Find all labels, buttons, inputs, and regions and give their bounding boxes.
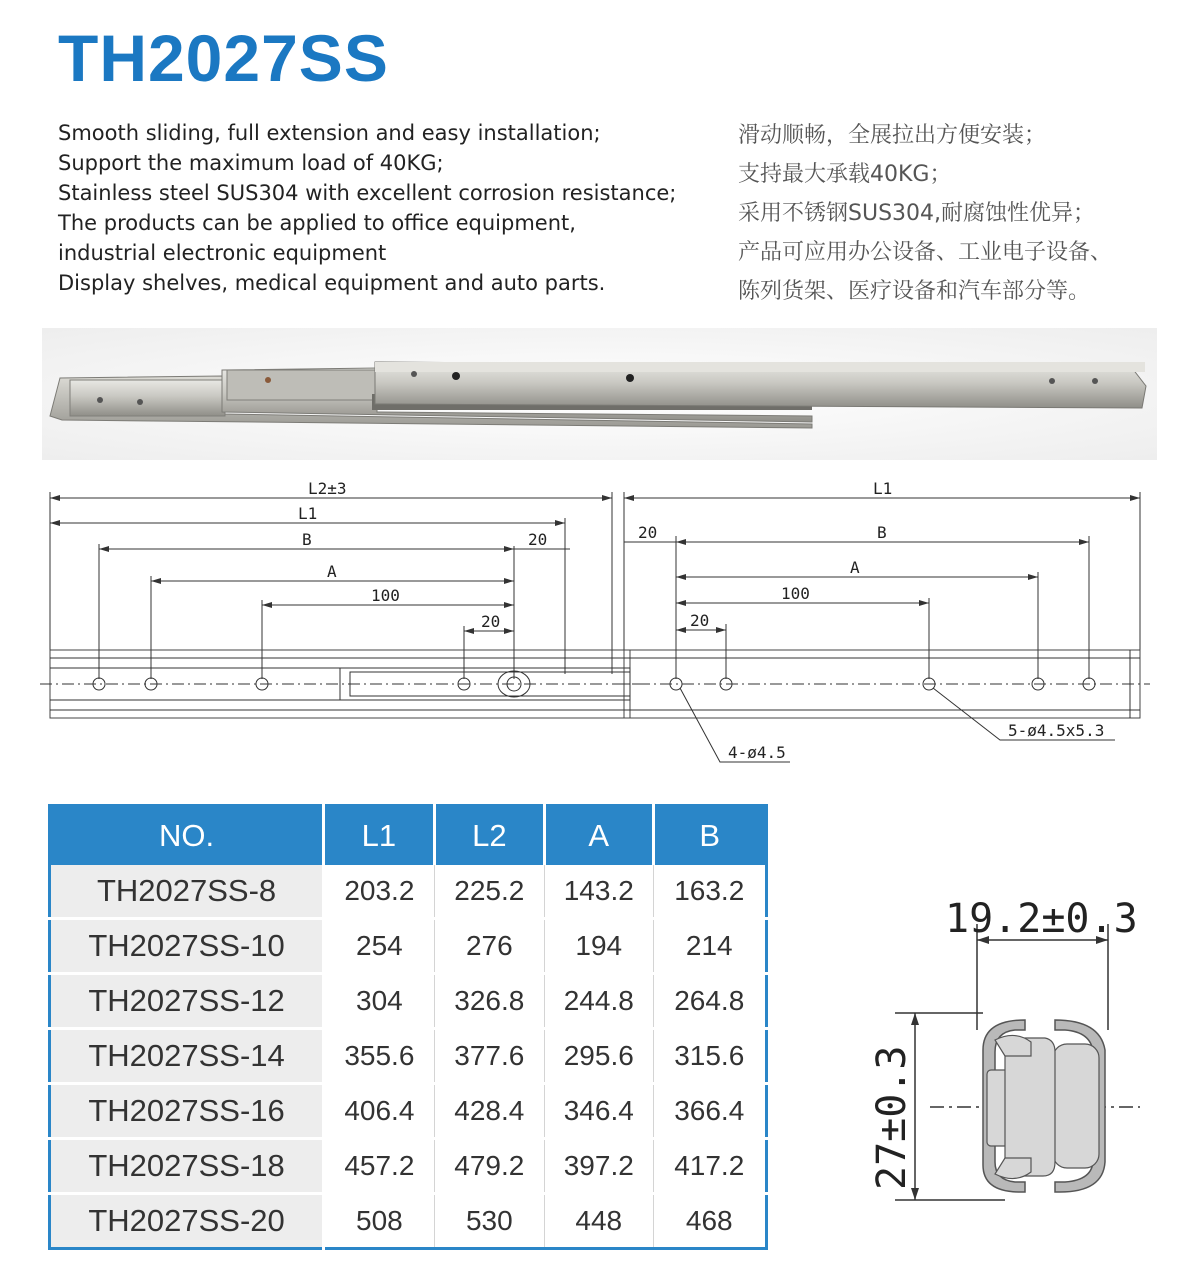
dimension-drawing: [40, 474, 1160, 774]
cross-section-drawing: [855, 880, 1155, 1210]
dim-right-20-left: 20: [638, 523, 658, 542]
description-cn-line: 陈列货架、医疗设备和汽车部分等。: [738, 279, 1091, 304]
cell-model: TH2027SS-14: [50, 1029, 324, 1084]
specification-table: [48, 804, 768, 1250]
dim-left-a: A: [327, 562, 337, 581]
dim-left-100: 100: [371, 586, 400, 605]
table-row: [50, 974, 767, 1029]
description-chinese: [738, 116, 1112, 311]
header-l1: L1: [324, 806, 434, 866]
table-row: [50, 919, 767, 974]
dim-round-holes: 4-ø4.5: [728, 743, 786, 762]
description-cn-line: 产品可应用办公设备、工业电子设备、: [738, 240, 1113, 265]
description-en-line: industrial electronic equipment: [58, 241, 387, 265]
dim-right-20: 20: [690, 611, 710, 630]
description-en-line: Support the maximum load of 40KG;: [58, 151, 444, 175]
cell-b: 417.2: [653, 1139, 767, 1194]
dim-left-20-low: 20: [481, 612, 501, 631]
dim-right-l1: L1: [873, 479, 893, 498]
dim-left-b: B: [302, 530, 312, 549]
table-row: [50, 1194, 767, 1249]
dim-right-100: 100: [781, 584, 810, 603]
cell-l1: 508: [324, 1194, 434, 1249]
description-en-line: The products can be applied to office equipment,: [58, 211, 576, 235]
cell-l1: 304: [324, 974, 434, 1029]
cell-a: 194: [545, 919, 653, 974]
header-a: A: [545, 806, 653, 866]
cell-b: 468: [653, 1194, 767, 1249]
cell-l1: 254: [324, 919, 434, 974]
description-en-line: Smooth sliding, full extension and easy installation;: [58, 121, 601, 145]
description-cn-line: 支持最大承载40KG；: [738, 162, 952, 187]
description-en-line: Stainless steel SUS304 with excellent corrosion resistance;: [58, 181, 677, 205]
description-en-line: Display shelves, medical equipment and auto parts.: [58, 271, 606, 295]
header-no: NO.: [50, 806, 324, 866]
cell-a: 143.2: [545, 865, 653, 919]
cell-l2: 530: [434, 1194, 544, 1249]
cell-l2: 479.2: [434, 1139, 544, 1194]
cell-b: 315.6: [653, 1029, 767, 1084]
description-english: [58, 118, 676, 298]
cell-model: TH2027SS-12: [50, 974, 324, 1029]
dim-right-a: A: [850, 558, 860, 577]
cell-a: 397.2: [545, 1139, 653, 1194]
dim-slot-holes: 5-ø4.5x5.3: [1008, 721, 1105, 740]
description-cn-line: 滑动顺畅，全展拉出方便安装；: [738, 123, 1047, 148]
cell-a: 346.4: [545, 1084, 653, 1139]
cell-b: 163.2: [653, 865, 767, 919]
table-row: [50, 1139, 767, 1194]
table-row: [50, 1029, 767, 1084]
cell-l2: 225.2: [434, 865, 544, 919]
dim-left-20-top: 20: [528, 530, 548, 549]
cell-l1: 203.2: [324, 865, 434, 919]
header-l2: L2: [434, 806, 544, 866]
dim-right-b: B: [877, 523, 887, 542]
cell-l2: 326.8: [434, 974, 544, 1029]
dim-left-l2: L2±3: [308, 479, 347, 498]
header-b: B: [653, 806, 767, 866]
cell-l1: 355.6: [324, 1029, 434, 1084]
cell-model: TH2027SS-10: [50, 919, 324, 974]
table-row: [50, 865, 767, 919]
cell-a: 448: [545, 1194, 653, 1249]
cell-l2: 276: [434, 919, 544, 974]
section-height: 27±0.3: [869, 1045, 915, 1190]
product-photo: [42, 328, 1157, 460]
cell-model: TH2027SS-8: [50, 865, 324, 919]
cell-l2: 377.6: [434, 1029, 544, 1084]
cell-model: TH2027SS-20: [50, 1194, 324, 1249]
table-row: [50, 1084, 767, 1139]
cell-l2: 428.4: [434, 1084, 544, 1139]
cell-model: TH2027SS-16: [50, 1084, 324, 1139]
table-header-row: [50, 806, 767, 866]
cell-a: 244.8: [545, 974, 653, 1029]
cell-l1: 457.2: [324, 1139, 434, 1194]
cell-b: 366.4: [653, 1084, 767, 1139]
cell-model: TH2027SS-18: [50, 1139, 324, 1194]
description-cn-line: 采用不锈钢SUS304,耐腐蚀性优异；: [738, 201, 1096, 226]
product-title: TH2027SS: [58, 21, 389, 95]
section-width: 19.2±0.3: [945, 896, 1138, 942]
cell-b: 214: [653, 919, 767, 974]
cell-b: 264.8: [653, 974, 767, 1029]
cell-a: 295.6: [545, 1029, 653, 1084]
cell-l1: 406.4: [324, 1084, 434, 1139]
dim-left-l1: L1: [298, 504, 318, 523]
